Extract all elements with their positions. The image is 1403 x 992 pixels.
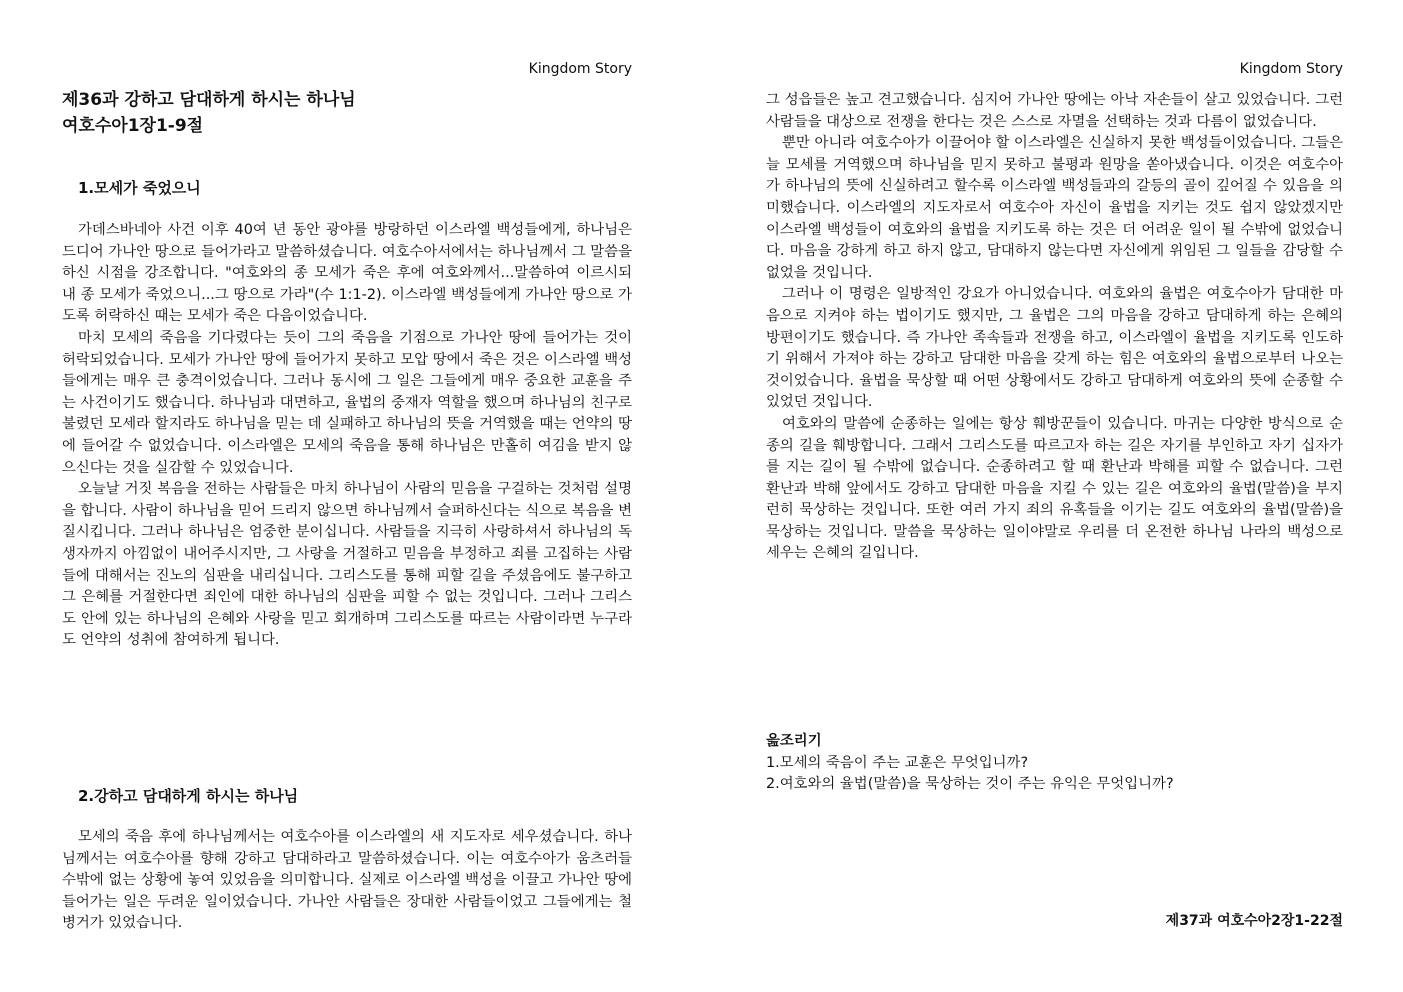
paragraph: 마치 모세의 죽음을 기다렸다는 듯이 그의 죽음을 기점으로 가나안 땅에 들어가는 것이 허락되었습니다. 모세가 가나안 땅에 들어가지 못하고 모압 땅에서 죽은 것은 이스라엘 백성들에게는 매우 큰 충격이었습니다. 그러나 동시에 그 일은 그들에게 매우 중요한 교훈을 주는 사건이기도 했습니다. 하나님과 대면하고, 율법의 중재자 역할을 했으며 하나님의 친구로 불렸던 모세라 할지라도 하나님을 믿는 데 실패하고 하나님의 뜻을 거역했을 때는 언약의 땅에 들어갈 수 없었습니다. 이스라엘은 모세의 죽음을 통해 하나님은 만홀히 여김을 받지 않으신다는 것을 실감할 수 있었습니다.	[62, 329, 632, 476]
left-page	[62, 0, 632, 992]
next-lesson-footer: 제37과 여호수아2장1-22절	[1165, 913, 1343, 929]
paragraph: 뿐만 아니라 여호수아가 이끌어야 할 이스라엘은 신실하지 못한 백성들이었습니다. 그들은 늘 모세를 거역했으며 하나님을 믿지 못하고 불평과 원망을 쏟아냈습니다. 이것은 여호수아가 하나님의 뜻에 신실하려고 할수록 이스라엘 백성들과의 갈등의 골이 깊어질 수 있음을 의미했습니다. 이스라엘의 지도자로서 여호수아 자신이 율법을 지키는 것도 쉽지 않았겠지만 이스라엘 백성들이 여호와의 율법을 지키도록 하는 것은 더 어려운 일이 될 수밖에 없었습니다. 마음을 강하게 하고 하지 않고, 담대하지 않는다면 자신에게 위임된 그 일들을 감당할 수 없었을 것입니다.	[766, 135, 1343, 281]
paragraph: 그 성읍들은 높고 견고했습니다. 심지어 가나안 땅에는 아낙 자손들이 살고 있었습니다. 그런 사람들을 대상으로 전쟁을 한다는 것은 스스로 자멸을 선택하는 것과 다름이 없었습니다.	[766, 92, 1343, 130]
right-page	[766, 0, 1343, 992]
review-question: 1.모세의 죽음이 주는 교훈은 무엇입니까?	[766, 754, 1029, 771]
lesson-title	[62, 87, 356, 139]
section-1-body	[62, 220, 632, 652]
review-section	[766, 731, 1343, 796]
review-heading: 읊조리기	[766, 733, 822, 749]
page-header: Kingdom Story	[528, 61, 632, 77]
paragraph: 그러나 이 명령은 일방적인 강요가 아니었습니다. 여호와의 율법은 여호수아가 담대한 마음으로 지켜야 하는 법이기도 했지만, 그 율법은 그의 마음을 강하고 담대하게 하는 은혜의 방편이기도 했습니다. 즉 가나안 족속들과 전쟁을 하고, 이스라엘이 율법을 지키도록 인도하기 위해서 가져야 하는 강하고 담대한 마음을 갖게 하는 힘은 여호와의 율법으로부터 나오는 것이었습니다. 율법을 묵상할 때 어떤 상황에서도 강하고 담대하게 여호와의 뜻에 순종할 수 있었던 것입니다.	[766, 286, 1343, 411]
section-heading-1: 1.모세가 죽었으니	[78, 179, 201, 197]
paragraph: 모세의 죽음 후에 하나님께서는 여호수아를 이스라엘의 새 지도자로 세우셨습니다. 하나님께서는 여호수아를 향해 강하고 담대하라고 말씀하셨습니다. 이는 여호수아가 움츠러들 수밖에 없는 상황에 놓여 있었음을 의미합니다. 실제로 이스라엘 백성을 이끌고 가나안 땅에 들어가는 일은 두려운 일이었습니다. 가나안 사람들은 장대한 사람들이었고 그들에게는 철병거가 있었습니다.	[62, 829, 632, 932]
paragraph: 여호와의 말씀에 순종하는 일에는 항상 훼방꾼들이 있습니다. 마귀는 다양한 방식으로 순종의 길을 훼방합니다. 그래서 그리스도를 따르고자 하는 길은 자기를 부인하고 자기 십자가를 지는 길이 될 수밖에 없습니다. 순종하려고 할 때 환난과 박해를 피할 수 없습니다. 그런 환난과 박해 앞에서도 강하고 담대한 마음을 지킬 수 있는 길은 여호와의 율법(말씀)을 부지런히 묵상하는 것입니다. 또한 여러 가지 죄의 유혹들을 이기는 길도 여호와의 율법(말씀)을 묵상하는 것입니다. 말씀을 묵상하는 일이야말로 우리를 더 온전한 하나님 나라의 백성으로 세우는 은혜의 길입니다.	[766, 415, 1343, 562]
section-2-body	[62, 827, 632, 935]
review-question: 2.여호와의 율법(말씀)을 묵상하는 것이 주는 유익은 무엇입니까?	[766, 776, 1174, 793]
paragraph: 가데스바네아 사건 이후 40여 년 동안 광야를 방랑하던 이스라엘 백성들에게, 하나님은 드디어 가나안 땅으로 들어가라고 말씀하셨습니다. 여호수아서에서는 하나님께서 그 말씀을 하신 시점을 강조합니다. "여호와의 종 모세가 죽은 후에 여호와께서...말씀하여 이르시되 내 종 모세가 죽었으니...그 땅으로 가라"(수 1:1-2). 이스라엘 백성들에게 가나안 땅으로 가도록 허락하신 때는 모세가 죽은 다음이었습니다.	[62, 222, 632, 325]
paragraph: 오늘날 거짓 복음을 전하는 사람들은 마치 하나님이 사람의 믿음을 구걸하는 것처럼 설명을 합니다. 사람이 하나님을 믿어 드리지 않으면 하나님께서 슬퍼하신다는 식으로 복음을 변질시킵니다. 그러나 하나님은 엄중한 분이십니다. 사람들을 지극히 사랑하셔서 하나님의 독생자까지 아낌없이 내어주시지만, 그 사랑을 거절하고 믿음을 부정하고 죄를 고집하는 사람들에 대해서는 진노의 심판을 내리십니다. 그리스도를 통해 피할 길을 주셨음에도 불구하고 그 은혜를 거절한다면 죄인에 대한 하나님의 심판을 피할 수 없는 것입니다. 그러나 그리스도 안에 있는 하나님의 은혜와 사랑을 믿고 회개하며 그리스도를 따르는 사람이라면 누구라도 언약의 성취에 참여하게 됩니다.	[62, 481, 632, 649]
lesson-scripture: 여호수아1장1-9절	[62, 116, 204, 136]
page-header: Kingdom Story	[1239, 61, 1343, 77]
right-body	[766, 90, 1343, 565]
lesson-title-line1: 제36과 강하고 담대하게 하시는 하나님	[62, 90, 356, 110]
section-heading-2: 2.강하고 담대하게 하시는 하나님	[78, 787, 299, 805]
